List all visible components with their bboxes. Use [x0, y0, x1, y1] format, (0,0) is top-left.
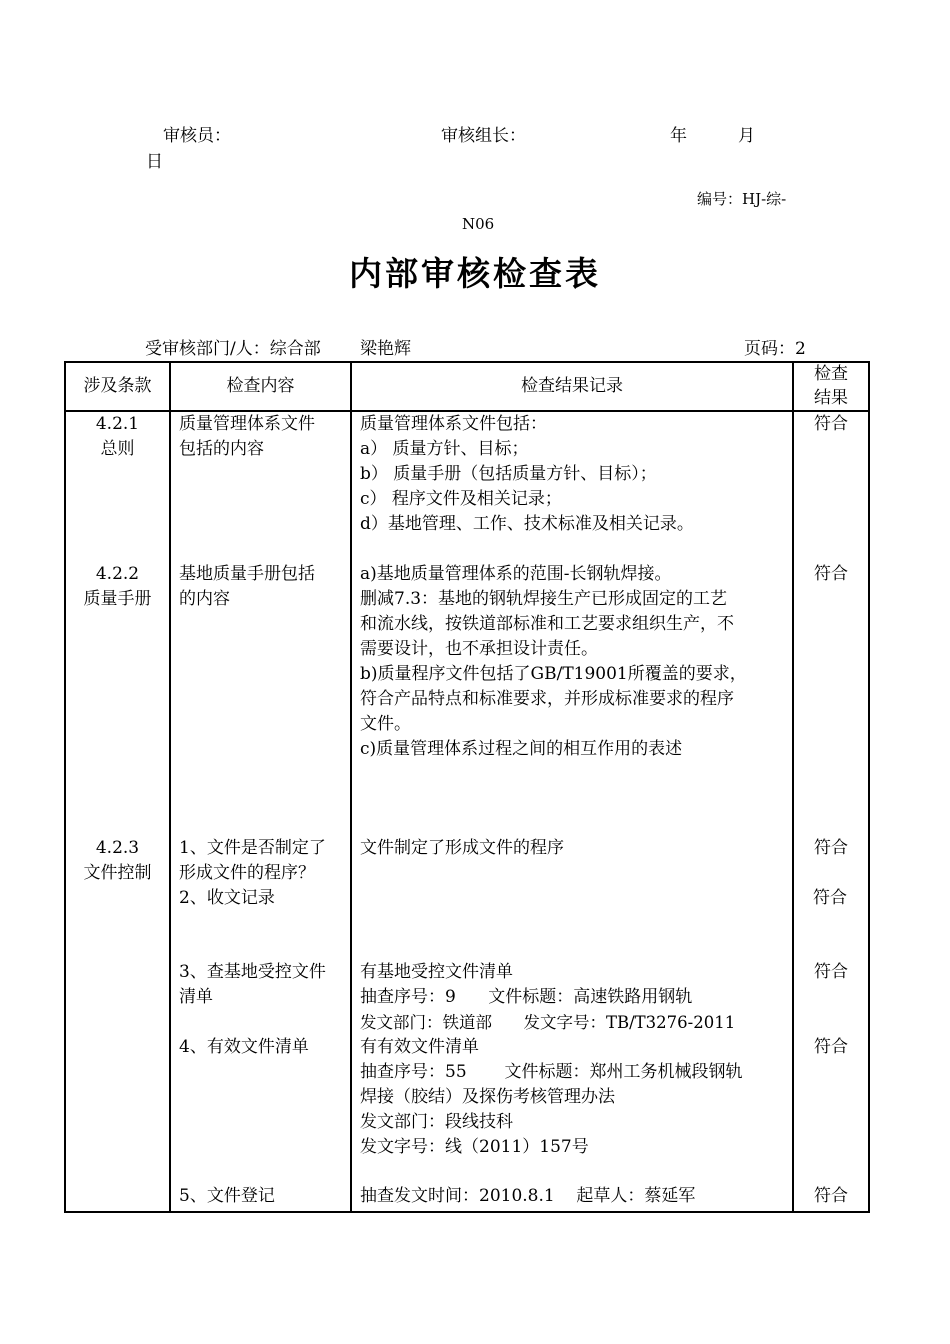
record-line: c） 程序文件及相关记录；	[360, 489, 562, 509]
result-value: 符合	[814, 1037, 848, 1057]
day-label: 日	[146, 152, 163, 172]
record-line: 文件。	[360, 714, 411, 734]
check-content-line: 包括的内容	[179, 439, 264, 459]
table-col-divider	[792, 361, 794, 1212]
record-line: 删减7.3：基地的钢轨焊接生产已形成固定的工艺	[360, 589, 728, 609]
header-result-line1: 检查	[814, 364, 848, 384]
header-content: 检查内容	[226, 376, 295, 396]
result-value: 符合	[814, 838, 848, 858]
check-content-line: 的内容	[179, 589, 230, 609]
auditor-label: 审核员：	[163, 126, 231, 146]
record-line: d）基地管理、工作、技术标准及相关记录。	[360, 514, 694, 534]
page-title: 内部审核检查表	[349, 254, 601, 293]
check-content-line: 5、文件登记	[179, 1186, 275, 1206]
result-value: 符合	[814, 564, 848, 584]
record-line: 文件制定了形成文件的程序	[360, 838, 564, 858]
year-label: 年	[670, 126, 687, 146]
record-line: c)质量管理体系过程之间的相互作用的表述	[360, 739, 683, 759]
table-col-divider	[350, 361, 352, 1212]
table-bottom-border	[64, 1211, 870, 1213]
page-number: 页码：2	[744, 339, 806, 359]
record-line: 有基地受控文件清单	[360, 962, 513, 982]
table-left-border	[64, 361, 66, 1212]
result-value: 符合	[814, 962, 848, 982]
leader-label: 审核组长：	[441, 126, 526, 146]
result-value: 符合	[814, 414, 848, 434]
clause-name: 质量手册	[83, 589, 152, 609]
record-line: 质量管理体系文件包括：	[360, 414, 547, 434]
header-record: 检查结果记录	[521, 376, 623, 396]
doc-code-line1: 编号：HJ-综-	[697, 190, 787, 208]
check-content-line: 质量管理体系文件	[179, 414, 315, 434]
check-content-line: 2、收文记录	[179, 888, 275, 908]
clause-name: 总则	[100, 439, 135, 459]
record-line: 焊接（胶结）及探伤考核管理办法	[360, 1087, 615, 1107]
record-line: 抽查发文时间：2010.8.1 起草人：蔡延军	[360, 1186, 696, 1206]
record-line: 和流水线，按铁道部标准和工艺要求组织生产，不	[360, 614, 734, 634]
record-line: a)基地质量管理体系的范围-长钢轨焊接。	[360, 564, 672, 584]
table-right-border	[868, 361, 870, 1212]
clause-number: 4.2.2	[95, 564, 140, 584]
record-line: a） 质量方针、目标；	[360, 439, 529, 459]
table-top-border	[64, 361, 870, 363]
clause-number: 4.2.3	[95, 838, 140, 858]
header-clause: 涉及条款	[83, 376, 152, 396]
record-line: 需要设计，也不承担设计责任。	[360, 639, 598, 659]
result-value: 符合	[813, 888, 847, 908]
clause-name: 文件控制	[83, 863, 152, 883]
record-line: 抽查序号：9 文件标题：高速铁路用钢轨	[360, 987, 693, 1007]
doc-code-line2: N06	[462, 215, 495, 233]
result-value: 符合	[814, 1186, 848, 1206]
check-content-line: 1、文件是否制定了	[179, 838, 326, 858]
record-line: 有有效文件清单	[360, 1037, 479, 1057]
record-line: b)质量程序文件包括了GB/T19001所覆盖的要求，	[360, 664, 747, 684]
clause-number: 4.2.1	[95, 414, 140, 434]
record-line: b） 质量手册（包括质量方针、目标）；	[360, 464, 657, 484]
check-content-line: 4、有效文件清单	[179, 1037, 309, 1057]
record-line: 发文部门：段线技科	[360, 1112, 513, 1132]
audited-person: 梁艳辉	[360, 339, 411, 359]
check-content-line: 基地质量手册包括	[179, 564, 315, 584]
table-col-divider	[169, 361, 171, 1212]
audited-dept: 受审核部门/人：综合部	[145, 339, 321, 359]
record-line: 发文部门：铁道部 发文字号：TB/T3276-2011	[360, 1013, 736, 1032]
check-content-line: 清单	[179, 987, 213, 1007]
record-line: 符合产品特点和标准要求，并形成标准要求的程序	[360, 689, 734, 709]
check-content-line: 形成文件的程序？	[179, 863, 315, 883]
record-line: 发文字号：线（2011）157号	[360, 1137, 589, 1157]
check-content-line: 3、查基地受控文件	[179, 962, 326, 982]
month-label: 月	[738, 126, 755, 146]
header-result-line2: 结果	[814, 388, 848, 408]
record-line: 抽查序号：55 文件标题：郑州工务机械段钢轨	[360, 1062, 743, 1082]
